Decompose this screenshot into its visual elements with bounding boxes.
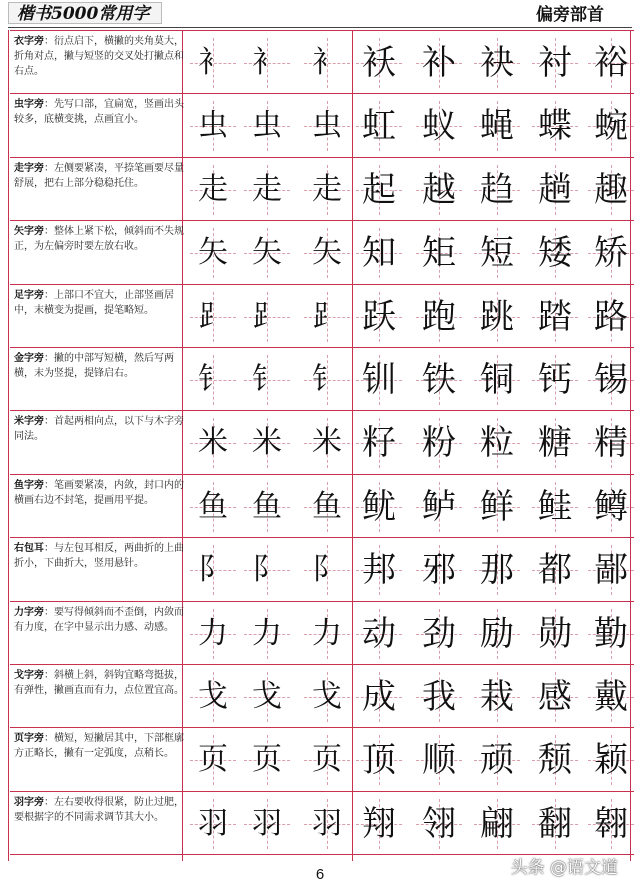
radical-glyph: 衤 [252,45,282,80]
radical-cell [186,34,240,92]
example-char-cell [352,34,406,92]
radical-description [14,161,186,221]
radical-name: 衣字旁 [14,36,44,47]
radical-glyph: 钅 [198,362,228,397]
example-char: 裕 [594,43,628,83]
example-char: 铁 [422,360,456,400]
radical-glyph: 羽 [252,805,282,841]
radical-cell [300,795,354,853]
radical-cell [186,731,240,789]
radical-glyph: 鱼 [198,488,228,524]
example-char-cell [470,668,524,726]
example-char-cell [470,731,524,789]
example-char: 踏 [538,296,572,337]
example-char: 动 [362,613,396,654]
radical-cell [300,224,354,282]
radical-name: 金字旁 [14,353,44,364]
example-char: 钙 [538,360,572,400]
example-char: 顶 [362,740,396,781]
radical-glyph: 矢 [312,235,342,271]
example-char: 颖 [594,740,628,781]
example-char-cell [584,668,638,726]
radical-description [14,97,186,157]
radical-description [14,414,186,474]
example-char-cell [584,288,638,346]
radical-glyph: 虫 [312,108,342,144]
page-number: 6 [315,866,325,883]
example-char-cell [528,795,582,853]
radical-cell [186,478,240,536]
example-char-cell [352,541,406,599]
radical-cell [240,351,294,409]
example-char: 邪 [422,550,456,591]
radical-glyph: 羽 [198,805,228,841]
example-char-cell [412,605,466,663]
example-char: 趟 [538,169,572,210]
radical-cell [186,288,240,346]
radical-description [14,731,186,791]
example-char: 翩 [480,803,514,844]
table-row [10,410,632,476]
radical-note: ：衍点启下，横撇的夹角莫大，折角对点，撇与短竖的交叉处打撇点和右点。 [14,36,184,77]
radical-glyph: 阝 [252,552,282,588]
example-char-cell [584,414,638,472]
radical-cell [300,478,354,536]
example-char-cell [470,605,524,663]
radical-glyph: 羽 [312,805,342,841]
example-char-cell [528,34,582,92]
example-char-cell [352,414,406,472]
example-char: 鲜 [480,486,514,527]
example-char: 翎 [422,803,456,844]
radical-name: 力字旁 [14,606,44,618]
example-char-cell [584,97,638,155]
radical-cell [240,34,294,92]
radical-glyph: 钅 [312,362,342,397]
example-char-cell [352,605,406,663]
example-char: 跑 [422,296,456,337]
radical-glyph: 虫 [198,108,228,144]
example-char: 鲑 [538,486,572,527]
radical-cell [186,795,240,853]
example-char: 翔 [362,803,396,844]
example-char: 钏 [362,360,396,400]
example-char: 栽 [480,677,514,717]
radical-note: ：与左包耳相反，两曲折的上曲折小，下曲折大，竖用悬针。 [14,543,184,570]
example-char: 我 [422,677,456,717]
radical-cell [240,224,294,282]
radical-name: 米字旁 [14,416,44,428]
radical-cell [300,605,354,663]
radical-glyph: 页 [198,742,228,778]
example-char: 粒 [480,423,514,464]
radical-cell [300,414,354,472]
example-char: 翻 [538,803,572,844]
table-row [10,664,632,730]
table-row [10,284,632,350]
radical-cell [186,605,240,663]
radical-note: ：撇的中部写短横，然后写两横，末为竖提，提锋启右。 [14,353,174,379]
example-char: 糖 [538,423,572,464]
example-char: 勋 [538,613,572,654]
radical-glyph: 戈 [252,679,282,714]
example-char-cell [470,478,524,536]
radical-glyph: 力 [252,615,282,651]
radical-cell [186,414,240,472]
radical-cell [240,731,294,789]
radical-cell [300,34,354,92]
example-char-cell [412,351,466,409]
radical-cell [300,668,354,726]
example-char: 粉 [422,423,456,464]
example-char-cell [352,795,406,853]
radical-glyph: 虫 [252,108,282,144]
radical-description [14,795,186,855]
radical-note: ：上部口不宜大，止部竖画居中，末横变为提画，提笔略短。 [14,289,174,316]
example-char-cell [584,161,638,219]
example-char: 锡 [594,360,628,400]
example-char: 知 [362,233,396,274]
example-char-cell [352,161,406,219]
example-char: 都 [538,550,572,591]
radical-description [14,351,186,411]
radical-cell [300,288,354,346]
example-char: 蚁 [422,106,456,147]
radical-description [14,224,186,284]
example-char-cell [584,795,638,853]
radical-glyph: 米 [312,425,342,461]
example-char: 籽 [362,423,396,464]
example-char-cell [470,224,524,282]
radical-glyph: ⻊ [252,298,282,334]
radical-name: 矢字旁 [14,226,44,238]
radical-cell [186,541,240,599]
example-char: 衬 [538,43,572,83]
example-char: 趋 [480,169,514,210]
example-char: 蝶 [538,106,572,147]
radical-cell [240,605,294,663]
table-row [10,220,632,286]
radical-description [14,605,186,665]
radical-note: ：首起两相向点，以下与木字旁同法。 [14,416,184,443]
section-title: 偏旁部首 [536,5,604,25]
table-row [10,601,632,667]
radical-glyph: 米 [198,425,228,461]
table-row [10,93,632,159]
example-char: 顺 [422,740,456,781]
example-char-cell [528,668,582,726]
radical-glyph: 戈 [312,679,342,714]
radical-cell [240,97,294,155]
radical-description [14,34,186,94]
example-char-cell [528,224,582,282]
radical-note: ：左右要收得很紧，防止过肥，要根据字的不同需求调节其大小。 [14,796,184,823]
example-char-cell [412,541,466,599]
radical-note: ：笔画要紧凑，内敛，封口内的横画右边不封笔，提画用平提。 [14,479,184,506]
example-char-cell [352,668,406,726]
radical-glyph: 走 [312,171,342,207]
radical-name: 走字旁 [14,162,44,174]
example-char: 颓 [538,740,572,781]
radical-cell [186,97,240,155]
radical-glyph: 走 [198,171,228,207]
example-char: 感 [538,677,572,717]
radical-cell [300,351,354,409]
example-char: 短 [480,233,514,274]
example-char-cell [528,414,582,472]
example-char-cell [584,34,638,92]
example-char: 鱿 [362,486,396,527]
radical-name: 页字旁 [14,733,44,745]
example-char: 袄 [362,43,396,83]
table-row [10,157,632,223]
example-char: 跃 [362,296,396,337]
example-char: 铜 [480,360,514,400]
example-char-cell [412,478,466,536]
example-char-cell [528,351,582,409]
example-char: 矩 [422,233,456,274]
radical-cell [240,414,294,472]
radical-cell [186,161,240,219]
radical-note: ：整体上紧下松，倾斜而不失规正，为左偏旁时要左放右收。 [14,226,184,253]
radical-cell [300,161,354,219]
example-char-cell [528,541,582,599]
example-char: 鳟 [594,486,628,527]
table-row [10,537,632,603]
radical-glyph: 米 [252,425,282,461]
radical-glyph: 鱼 [312,488,342,524]
radical-glyph: 戈 [198,679,228,714]
radical-glyph: 衤 [312,45,342,80]
example-char-cell [352,288,406,346]
radical-glyph: ⻊ [198,298,228,334]
example-char: 那 [480,550,514,591]
example-char: 鄙 [594,550,628,591]
example-char: 精 [594,423,628,464]
table-row [10,474,632,540]
example-char-cell [584,605,638,663]
radical-description [14,541,186,601]
example-char-cell [584,351,638,409]
radical-glyph: 页 [252,742,282,778]
table-row [10,727,632,793]
example-char-cell [470,97,524,155]
example-char-cell [584,731,638,789]
radical-note: ：横短，短撇居其中，下部框廓方正略长，撇有一定弧度，点稍长。 [14,733,184,760]
example-char-cell [352,731,406,789]
radical-cell [240,288,294,346]
example-char: 补 [422,43,456,83]
radical-description [14,668,186,728]
example-char: 励 [480,613,514,654]
radical-cell [240,668,294,726]
radical-cell [240,478,294,536]
radical-cell [300,97,354,155]
radical-note: ：要写得倾斜而不歪倒，内敛而有力度，在字中显示出力感、动感。 [14,606,184,633]
radical-glyph: 力 [198,615,228,651]
radical-glyph: 鱼 [252,488,282,524]
header-divider [8,27,632,28]
example-char-cell [528,605,582,663]
example-char-cell [412,414,466,472]
example-char-cell [412,34,466,92]
example-char: 蜿 [594,106,628,147]
radical-glyph: 衤 [198,45,228,80]
table-rule [8,30,9,861]
example-char-cell [352,224,406,282]
example-char-cell [352,478,406,536]
radical-cell [240,795,294,853]
radical-description [14,478,186,538]
example-char-cell [470,414,524,472]
example-char: 矫 [594,233,628,274]
radical-cell [240,161,294,219]
example-char: 跳 [480,296,514,337]
radical-glyph: 阝 [198,552,228,588]
radical-note: ：斜横上斜，斜钩宜略弯挺拔，有弹性，撇画直而有力，点位置宜高。 [14,670,184,696]
radical-cell [300,731,354,789]
example-char: 越 [422,169,456,210]
radical-glyph: 力 [312,615,342,651]
example-char-cell [470,288,524,346]
radical-glyph: 阝 [312,552,342,588]
radical-note: ：先写口部，宜扁宽，竖画出头较多，底横变挑，点画宜小。 [14,99,184,126]
example-char-cell [470,161,524,219]
example-char-cell [528,478,582,536]
example-char-cell [412,224,466,282]
radical-name: 右包耳 [14,543,44,555]
example-char: 劲 [422,613,456,654]
radical-glyph: 钅 [252,362,282,397]
example-char: 袂 [480,43,514,83]
example-char-cell [352,351,406,409]
watermark: 头条 @语文道 [510,858,618,878]
radical-cell [186,668,240,726]
example-char-cell [412,97,466,155]
radical-cell [186,224,240,282]
example-char-cell [528,97,582,155]
example-char: 鲈 [422,486,456,527]
radical-name: 戈字旁 [14,670,44,681]
radical-name: 虫字旁 [14,99,44,111]
radical-glyph: 矢 [252,235,282,271]
radical-name: 鱼字旁 [14,479,44,491]
example-char-cell [528,161,582,219]
radical-glyph: 页 [312,742,342,778]
example-char-cell [470,541,524,599]
radical-name: 羽字旁 [14,796,44,808]
example-char-cell [528,731,582,789]
example-char-cell [584,224,638,282]
example-char-cell [470,351,524,409]
table-row [10,791,632,857]
example-char-cell [412,161,466,219]
radical-name: 足字旁 [14,289,44,301]
radical-cell [240,541,294,599]
example-char: 蝇 [480,106,514,147]
example-char: 起 [362,169,396,210]
example-char: 路 [594,296,628,337]
radical-glyph: 走 [252,171,282,207]
book-title: 楷书5000常用字 [8,2,162,24]
example-char-cell [470,34,524,92]
example-char-cell [352,97,406,155]
example-char: 虹 [362,106,396,147]
example-char: 翱 [594,803,628,844]
example-char: 戴 [594,677,628,717]
example-char: 矮 [538,233,572,274]
example-char-cell [584,541,638,599]
example-char-cell [470,795,524,853]
example-char-cell [412,795,466,853]
example-char-cell [412,288,466,346]
example-char-cell [412,668,466,726]
example-char: 趣 [594,169,628,210]
radical-note: ：左侧要紧凑，平捺笔画要尽量舒展，把右上部分稳稳托住。 [14,162,184,189]
example-char-cell [412,731,466,789]
radical-cell [300,541,354,599]
example-char-cell [584,478,638,536]
radical-description [14,288,186,348]
example-char: 邦 [362,550,396,591]
table-row [10,347,632,413]
example-char-cell [528,288,582,346]
radical-glyph: ⻊ [312,298,342,334]
example-char: 成 [362,677,396,717]
radical-glyph: 矢 [198,235,228,271]
example-char: 勤 [594,613,628,654]
radical-cell [186,351,240,409]
example-char: 顽 [480,740,514,781]
table-row [10,30,632,96]
